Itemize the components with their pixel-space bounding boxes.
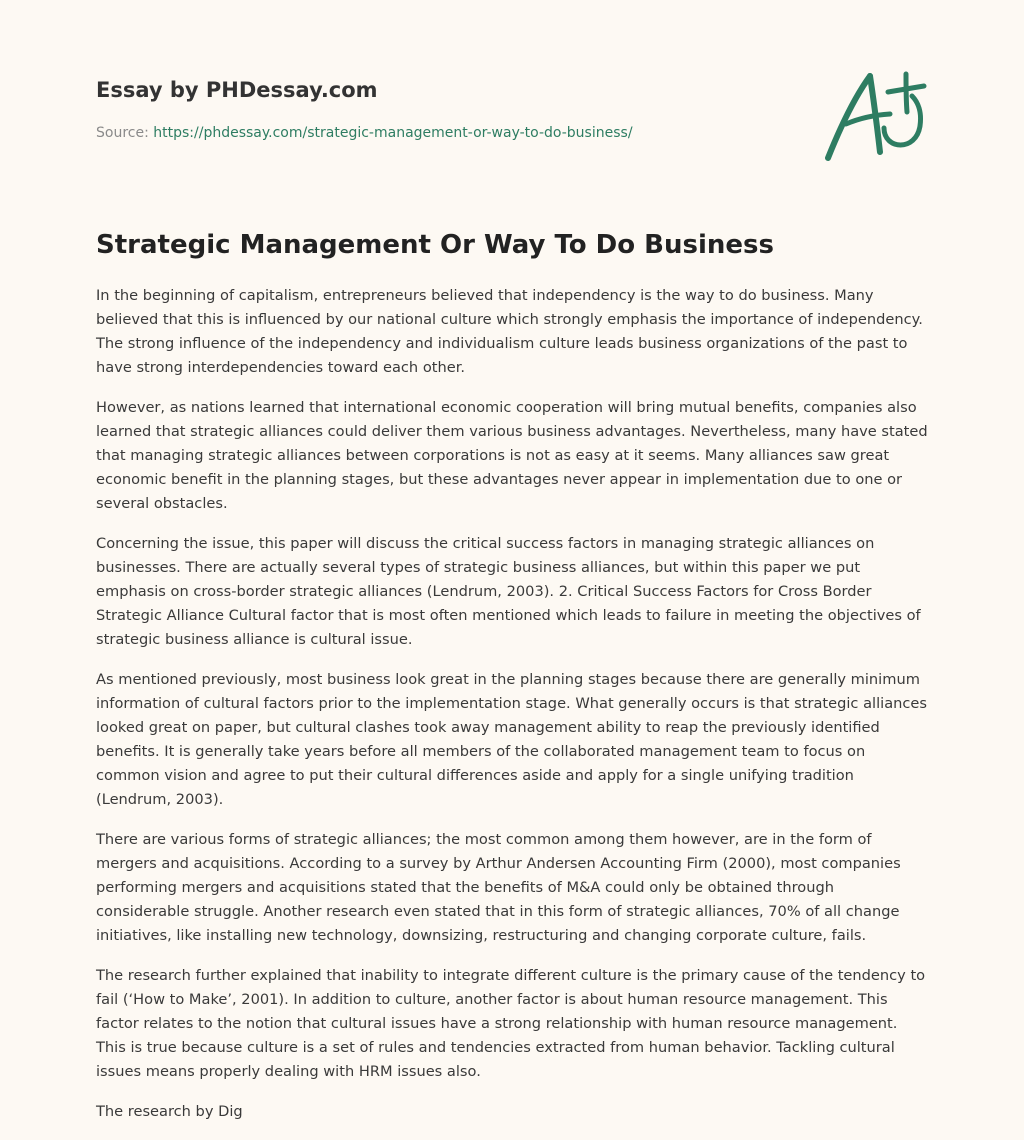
source-label: Source: — [96, 125, 149, 141]
essay-body — [96, 284, 930, 1140]
essay-paragraph: In the beginning of capitalism, entrepreneurs believed that independency is the way to do business. Many believed that this is influenced by our national culture which strongly emphasis the importance of independency. The strong influence of the independency and individualism culture leads business organizations of the past to have strong interdependencies toward each other. — [96, 287, 923, 376]
essay-paragraph: However, as nations learned that international economic cooperation will bring mutual benefits, companies also learned that strategic alliances could deliver them various business advantages. Nevertheless, many have stated that managing strategic alliances between corporations is not as easy at it seems. Many alliances saw great economic benefit in the planning stages, but these advantages never appear in implementation due to one or several obstacles. — [96, 399, 928, 512]
source-link[interactable]: https://phdessay.com/strategic-management-or-way-to-do-business/ — [153, 125, 633, 141]
essay-title: Strategic Management Or Way To Do Business — [96, 230, 774, 260]
source-line — [96, 124, 796, 142]
essay-paragraph: The research by Dig — [96, 1103, 243, 1120]
essay-paragraph: As mentioned previously, most business look great in the planning stages because there are generally minimum information of cultural factors prior to the implementation stage. What generally occurs is that strategic alliances looked great on paper, but cultural clashes took away management ability to reap the previously identified benefits. It is generally take years before all members of the collaborated management team to focus on common vision and agree to put their cultural differences aside and apply for a single unifying tradition (Lendrum, 2003). — [96, 671, 928, 808]
essay-paragraph: The research further explained that inability to integrate different culture is the primary cause of the tendency to fail (‘How to Make’, 2001). In addition to culture, another factor is about human resource management. This factor relates to the notion that cultural issues have a strong relationship with human resource management. This is true because culture is a set of rules and tendencies extracted from human behavior. Tackling cultural issues means properly dealing with HRM issues also. — [96, 967, 926, 1080]
essay-paragraph: There are various forms of strategic alliances; the most common among them however, are in the form of mergers and acquisitions. According to a survey by Arthur Andersen Accounting Firm (2000), most companies performing mergers and acquisitions stated that the benefits of M&A could only be obtained through considerable struggle. Another research even stated that in this form of strategic alliances, 70% of all change initiatives, like installing new technology, downsizing, restructuring and changing corporate culture, fails. — [96, 831, 901, 944]
a-plus-logo-icon — [820, 66, 930, 166]
header — [96, 76, 796, 142]
site-title: Essay by PHDessay.com — [96, 78, 378, 102]
essay-paragraph: Concerning the issue, this paper will discuss the critical success factors in managing strategic alliances on businesses. There are actually several types of strategic business alliances, but within this paper we put emphasis on cross-border strategic alliances (Lendrum, 2003). 2. Critical Success Factors for Cross Border Strategic Alliance Cultural factor that is most often mentioned which leads to failure in meeting the objectives of strategic business alliance is cultural issue. — [96, 535, 921, 648]
